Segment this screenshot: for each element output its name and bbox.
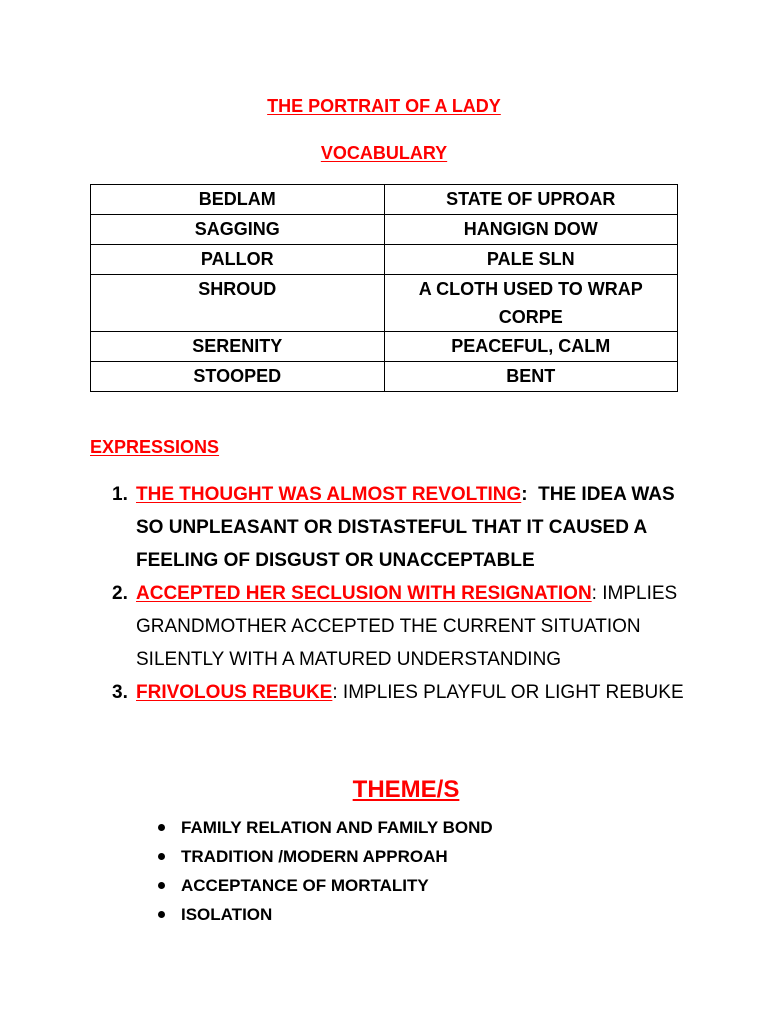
table-row: [91, 245, 678, 275]
vocab-meaning: PALE SLN: [384, 245, 678, 275]
themes-list: [150, 813, 493, 929]
vocabulary-heading: VOCABULARY: [320, 143, 448, 163]
table-row: [91, 215, 678, 245]
document-title: THE PORTRAIT OF A LADY: [267, 96, 501, 116]
theme-text: ISOLATION: [181, 905, 273, 924]
theme-text: FAMILY RELATION AND FAMILY BOND: [181, 818, 493, 837]
list-item: [150, 900, 493, 929]
list-item: [90, 676, 690, 709]
expression-description: IMPLIES GRANDMOTHER ACCEPTED THE CURRENT SITUATION SILENTLY WITH A MATURED UNDERSTANDING: [136, 583, 683, 670]
vocabulary-table: [90, 184, 678, 392]
expression-description: THE IDEA WAS SO UNPLEASANT OR DISTASTEFUL THAT IT CAUSED A FEELING OF DISGUST OR UNACCEPTABLE: [136, 484, 680, 571]
expression-term: ACCEPTED HER SECLUSION WITH RESIGNATION: [136, 583, 592, 604]
table-row: [91, 185, 678, 215]
list-item: [150, 871, 493, 900]
table-row: [91, 332, 678, 362]
table-row: [91, 362, 678, 392]
expression-separator: :: [521, 484, 528, 505]
theme-text: ACCEPTANCE OF MORTALITY: [181, 876, 429, 895]
bullet-icon: [158, 853, 165, 860]
vocab-word: SERENITY: [91, 332, 385, 362]
vocab-word: BEDLAM: [91, 185, 385, 215]
list-number: 3.: [112, 682, 128, 703]
themes-heading: THEME/S: [352, 776, 460, 803]
expression-term: THE THOUGHT WAS ALMOST REVOLTING: [136, 484, 522, 505]
list-number: 1.: [112, 484, 128, 505]
vocab-meaning: PEACEFUL, CALM: [384, 332, 678, 362]
vocab-meaning: STATE OF UPROAR: [384, 185, 678, 215]
expression-separator: :: [332, 682, 338, 703]
expression-description: IMPLIES PLAYFUL OR LIGHT REBUKE: [337, 682, 684, 703]
list-item: [90, 577, 690, 676]
vocab-meaning: A CLOTH USED TO WRAP CORPE: [384, 275, 678, 332]
expressions-heading: EXPRESSIONS: [90, 437, 220, 457]
list-item: [90, 478, 690, 577]
vocab-meaning: HANGIGN DOW: [384, 215, 678, 245]
list-item: [150, 813, 493, 842]
vocab-word: PALLOR: [91, 245, 385, 275]
bullet-icon: [158, 882, 165, 889]
vocab-meaning: BENT: [384, 362, 678, 392]
table-row: [91, 275, 678, 332]
vocab-word: SAGGING: [91, 215, 385, 245]
list-number: 2.: [112, 583, 128, 604]
bullet-icon: [158, 824, 165, 831]
expressions-list: [90, 478, 690, 709]
vocab-word: STOOPED: [91, 362, 385, 392]
bullet-icon: [158, 911, 165, 918]
expression-separator: :: [591, 583, 597, 604]
expression-term: FRIVOLOUS REBUKE: [136, 682, 333, 703]
theme-text: TRADITION /MODERN APPROAH: [181, 847, 448, 866]
list-item: [150, 842, 493, 871]
vocab-word: SHROUD: [91, 275, 385, 332]
